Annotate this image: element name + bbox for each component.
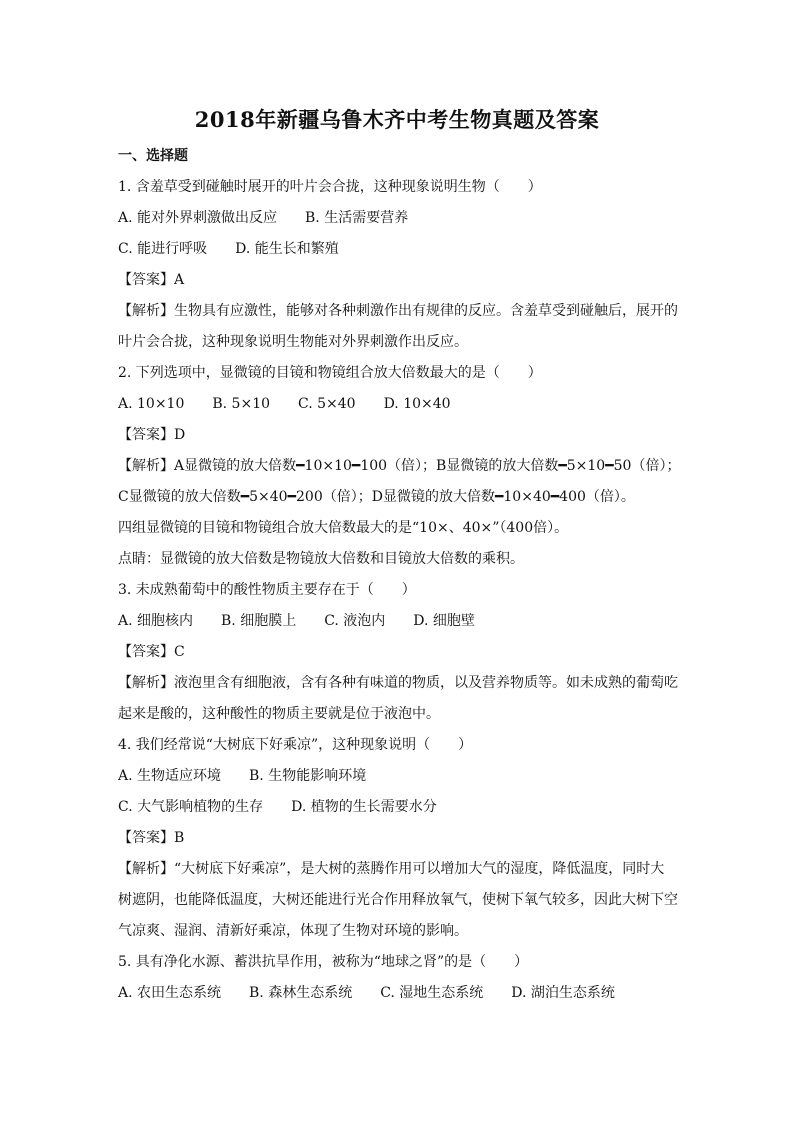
analysis-4-line-3: 气凉爽、湿润、清新好乘凉，体现了生物对环境的影响。 xyxy=(118,923,468,939)
analysis-2-line-2: C显微镜的放大倍数━5×40━200（倍）；D显微镜的放大倍数━10×40━400（倍）。 xyxy=(118,489,635,505)
answer-3: 【答案】C xyxy=(118,644,185,660)
analysis-3-line-1: 【解析】液泡里含有细胞液，含有各种有味道的物质，以及营养物质等。如未成熟的葡萄吃 xyxy=(118,675,678,691)
question-1-options-ab: A. 能对外界刺激做出反应 B. 生活需要营养 xyxy=(118,210,409,226)
analysis-4-line-2: 树遮阴，也能降低温度，大树还能进行光合作用释放氧气，使树下氧气较多，因此大树下空 xyxy=(118,892,678,908)
analysis-3-line-2: 起来是酸的，这种酸性的物质主要就是位于液泡中。 xyxy=(118,706,440,722)
question-1: 1. 含羞草受到碰触时展开的叶片会合拢，这种现象说明生物（ ） xyxy=(118,179,542,195)
analysis-1-line-1: 【解析】生物具有应激性，能够对各种刺激作出有规律的反应。含羞草受到碰触后，展开的 xyxy=(118,303,678,319)
question-4-options-cd: C. 大气影响植物的生存 D. 植物的生长需要水分 xyxy=(118,799,437,815)
question-4: 4. 我们经常说“大树底下好乘凉”，这种现象说明（ ） xyxy=(118,737,473,753)
analysis-4-line-1: 【解析】“大树底下好乘凉”，是大树的蒸腾作用可以增加大气的湿度，降低温度，同时大 xyxy=(118,861,665,877)
question-2-options: A. 10×10 B. 5×10 C. 5×40 D. 10×40 xyxy=(118,396,451,412)
document-title: 2018年新疆乌鲁木齐中考生物真题及答案 xyxy=(194,107,600,132)
question-2: 2. 下列选项中，显微镜的目镜和物镜组合放大倍数最大的是（ ） xyxy=(118,365,542,381)
analysis-1-line-2: 叶片会合拢，这种现象说明生物能对外界刺激作出反应。 xyxy=(118,334,468,350)
section-heading: 一、选择题 xyxy=(118,148,188,164)
question-5: 5. 具有净化水源、蓄洪抗旱作用，被称为“地球之肾”的是（ ） xyxy=(118,954,529,970)
answer-2: 【答案】D xyxy=(118,427,186,443)
question-3-options: A. 细胞核内 B. 细胞膜上 C. 液泡内 D. 细胞壁 xyxy=(118,613,475,629)
question-1-options-cd: C. 能进行呼吸 D. 能生长和繁殖 xyxy=(118,241,339,257)
answer-4: 【答案】B xyxy=(118,830,185,846)
question-3: 3. 未成熟葡萄中的酸性物质主要存在于（ ） xyxy=(118,582,416,598)
analysis-2-line-1: 【解析】A显微镜的放大倍数━10×10━100（倍）；B显微镜的放大倍数━5×10━50（倍）； xyxy=(118,458,681,474)
analysis-2-line-3: 四组显微镜的目镜和物镜组合放大倍数最大的是“10×、40×”（400倍）。 xyxy=(118,520,569,536)
question-4-options-ab: A. 生物适应环境 B. 生物能影响环境 xyxy=(118,768,367,784)
answer-1: 【答案】A xyxy=(118,272,185,288)
analysis-2-note: 点睛：显微镜的放大倍数是物镜放大倍数和目镜放大倍数的乘积。 xyxy=(118,551,524,567)
question-5-options: A. 农田生态系统 B. 森林生态系统 C. 湿地生态系统 D. 湖泊生态系统 xyxy=(118,985,615,1001)
